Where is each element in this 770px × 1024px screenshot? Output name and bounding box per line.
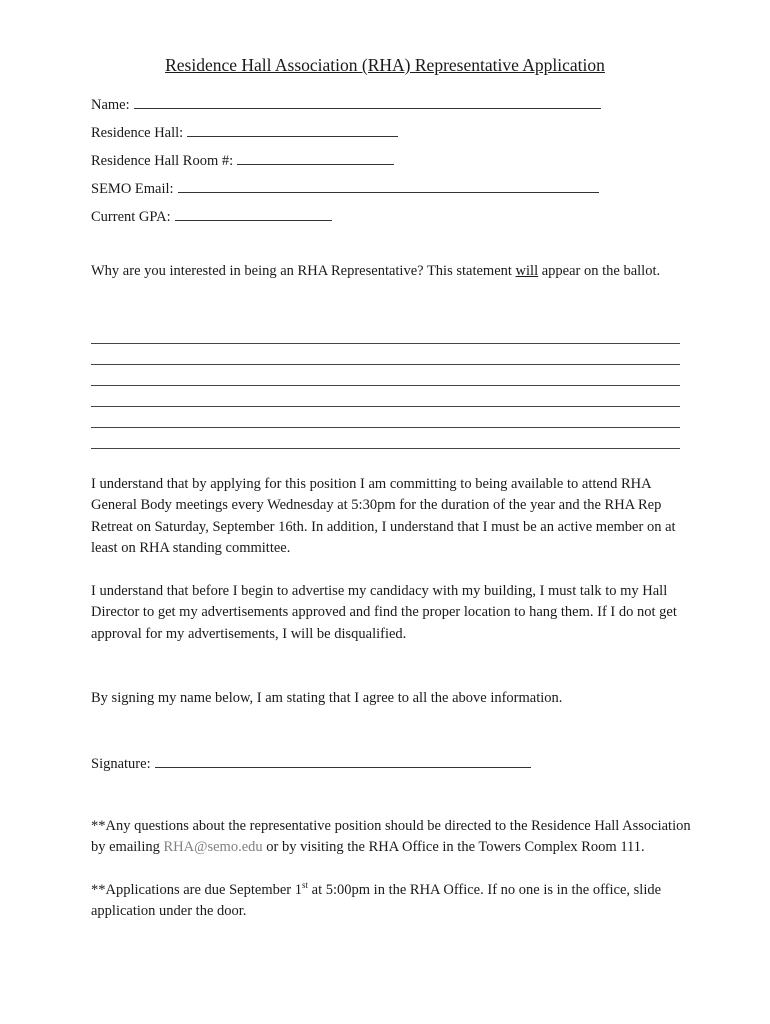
questions-note-text: **Any questions about the representative position should be directed to the Residence Hall Association by emailing bbox=[91, 818, 691, 856]
gpa-field bbox=[91, 206, 332, 226]
answer-line[interactable] bbox=[91, 385, 680, 386]
room-field bbox=[91, 150, 394, 170]
signature-blank[interactable] bbox=[155, 753, 531, 768]
answer-line[interactable] bbox=[91, 448, 680, 449]
due-note-superscript: st bbox=[302, 880, 309, 891]
answer-line[interactable] bbox=[91, 427, 680, 428]
residence-hall-field bbox=[91, 122, 398, 142]
question-text-end: appear on the ballot. bbox=[538, 263, 661, 279]
email-link[interactable]: RHA@semo.edu bbox=[163, 839, 263, 856]
due-note-text-end: at 5:00pm in the RHA Office. If no one is in the office, slide application under the door. bbox=[91, 882, 662, 920]
question-emphasis: will bbox=[515, 263, 539, 279]
residence-hall-label: Residence Hall: bbox=[91, 125, 184, 141]
questions-note-text-end: or by visiting the RHA Office in the Towers Complex Room 111. bbox=[262, 839, 645, 856]
questions-note bbox=[91, 816, 691, 859]
advertising-paragraph: I understand that before I begin to advertise my candidacy with my building, I must talk to my Hall Director to get my advertisements approved and find the proper location to hang them. If I do not get approval for my advertisements, I will be disqualified. bbox=[91, 583, 677, 642]
name-label: Name: bbox=[91, 97, 130, 113]
room-label: Residence Hall Room #: bbox=[91, 153, 234, 169]
signature-label: Signature: bbox=[91, 756, 151, 772]
answer-line[interactable] bbox=[91, 343, 680, 344]
name-field bbox=[91, 94, 601, 114]
gpa-blank[interactable] bbox=[175, 206, 332, 221]
due-date-note bbox=[91, 880, 683, 923]
due-note-text: **Applications are due September 1 bbox=[91, 882, 302, 898]
page-title: Residence Hall Association (RHA) Representative Application bbox=[165, 55, 605, 75]
email-blank[interactable] bbox=[178, 178, 599, 193]
gpa-label: Current GPA: bbox=[91, 209, 171, 225]
commitment-paragraph: I understand that by applying for this position I am committing to being available to attend RHA General Body meetings every Wednesday at 5:30pm for the duration of the year and the RHA Rep Retreat on Saturday, September 16th. In addition, I understand that I must be an active member on at least on RHA standing committee. bbox=[91, 476, 676, 557]
email-field bbox=[91, 178, 599, 198]
answer-line[interactable] bbox=[91, 364, 680, 365]
answer-line[interactable] bbox=[91, 406, 680, 407]
email-label: SEMO Email: bbox=[91, 181, 174, 197]
agreement-paragraph: By signing my name below, I am stating that I agree to all the above information. bbox=[91, 690, 563, 706]
question-text: Why are you interested in being an RHA Representative? This statement bbox=[91, 263, 516, 279]
room-blank[interactable] bbox=[237, 150, 394, 165]
residence-hall-blank[interactable] bbox=[187, 122, 398, 137]
interest-question bbox=[91, 261, 661, 282]
name-blank[interactable] bbox=[134, 94, 601, 109]
signature-field bbox=[91, 753, 531, 773]
